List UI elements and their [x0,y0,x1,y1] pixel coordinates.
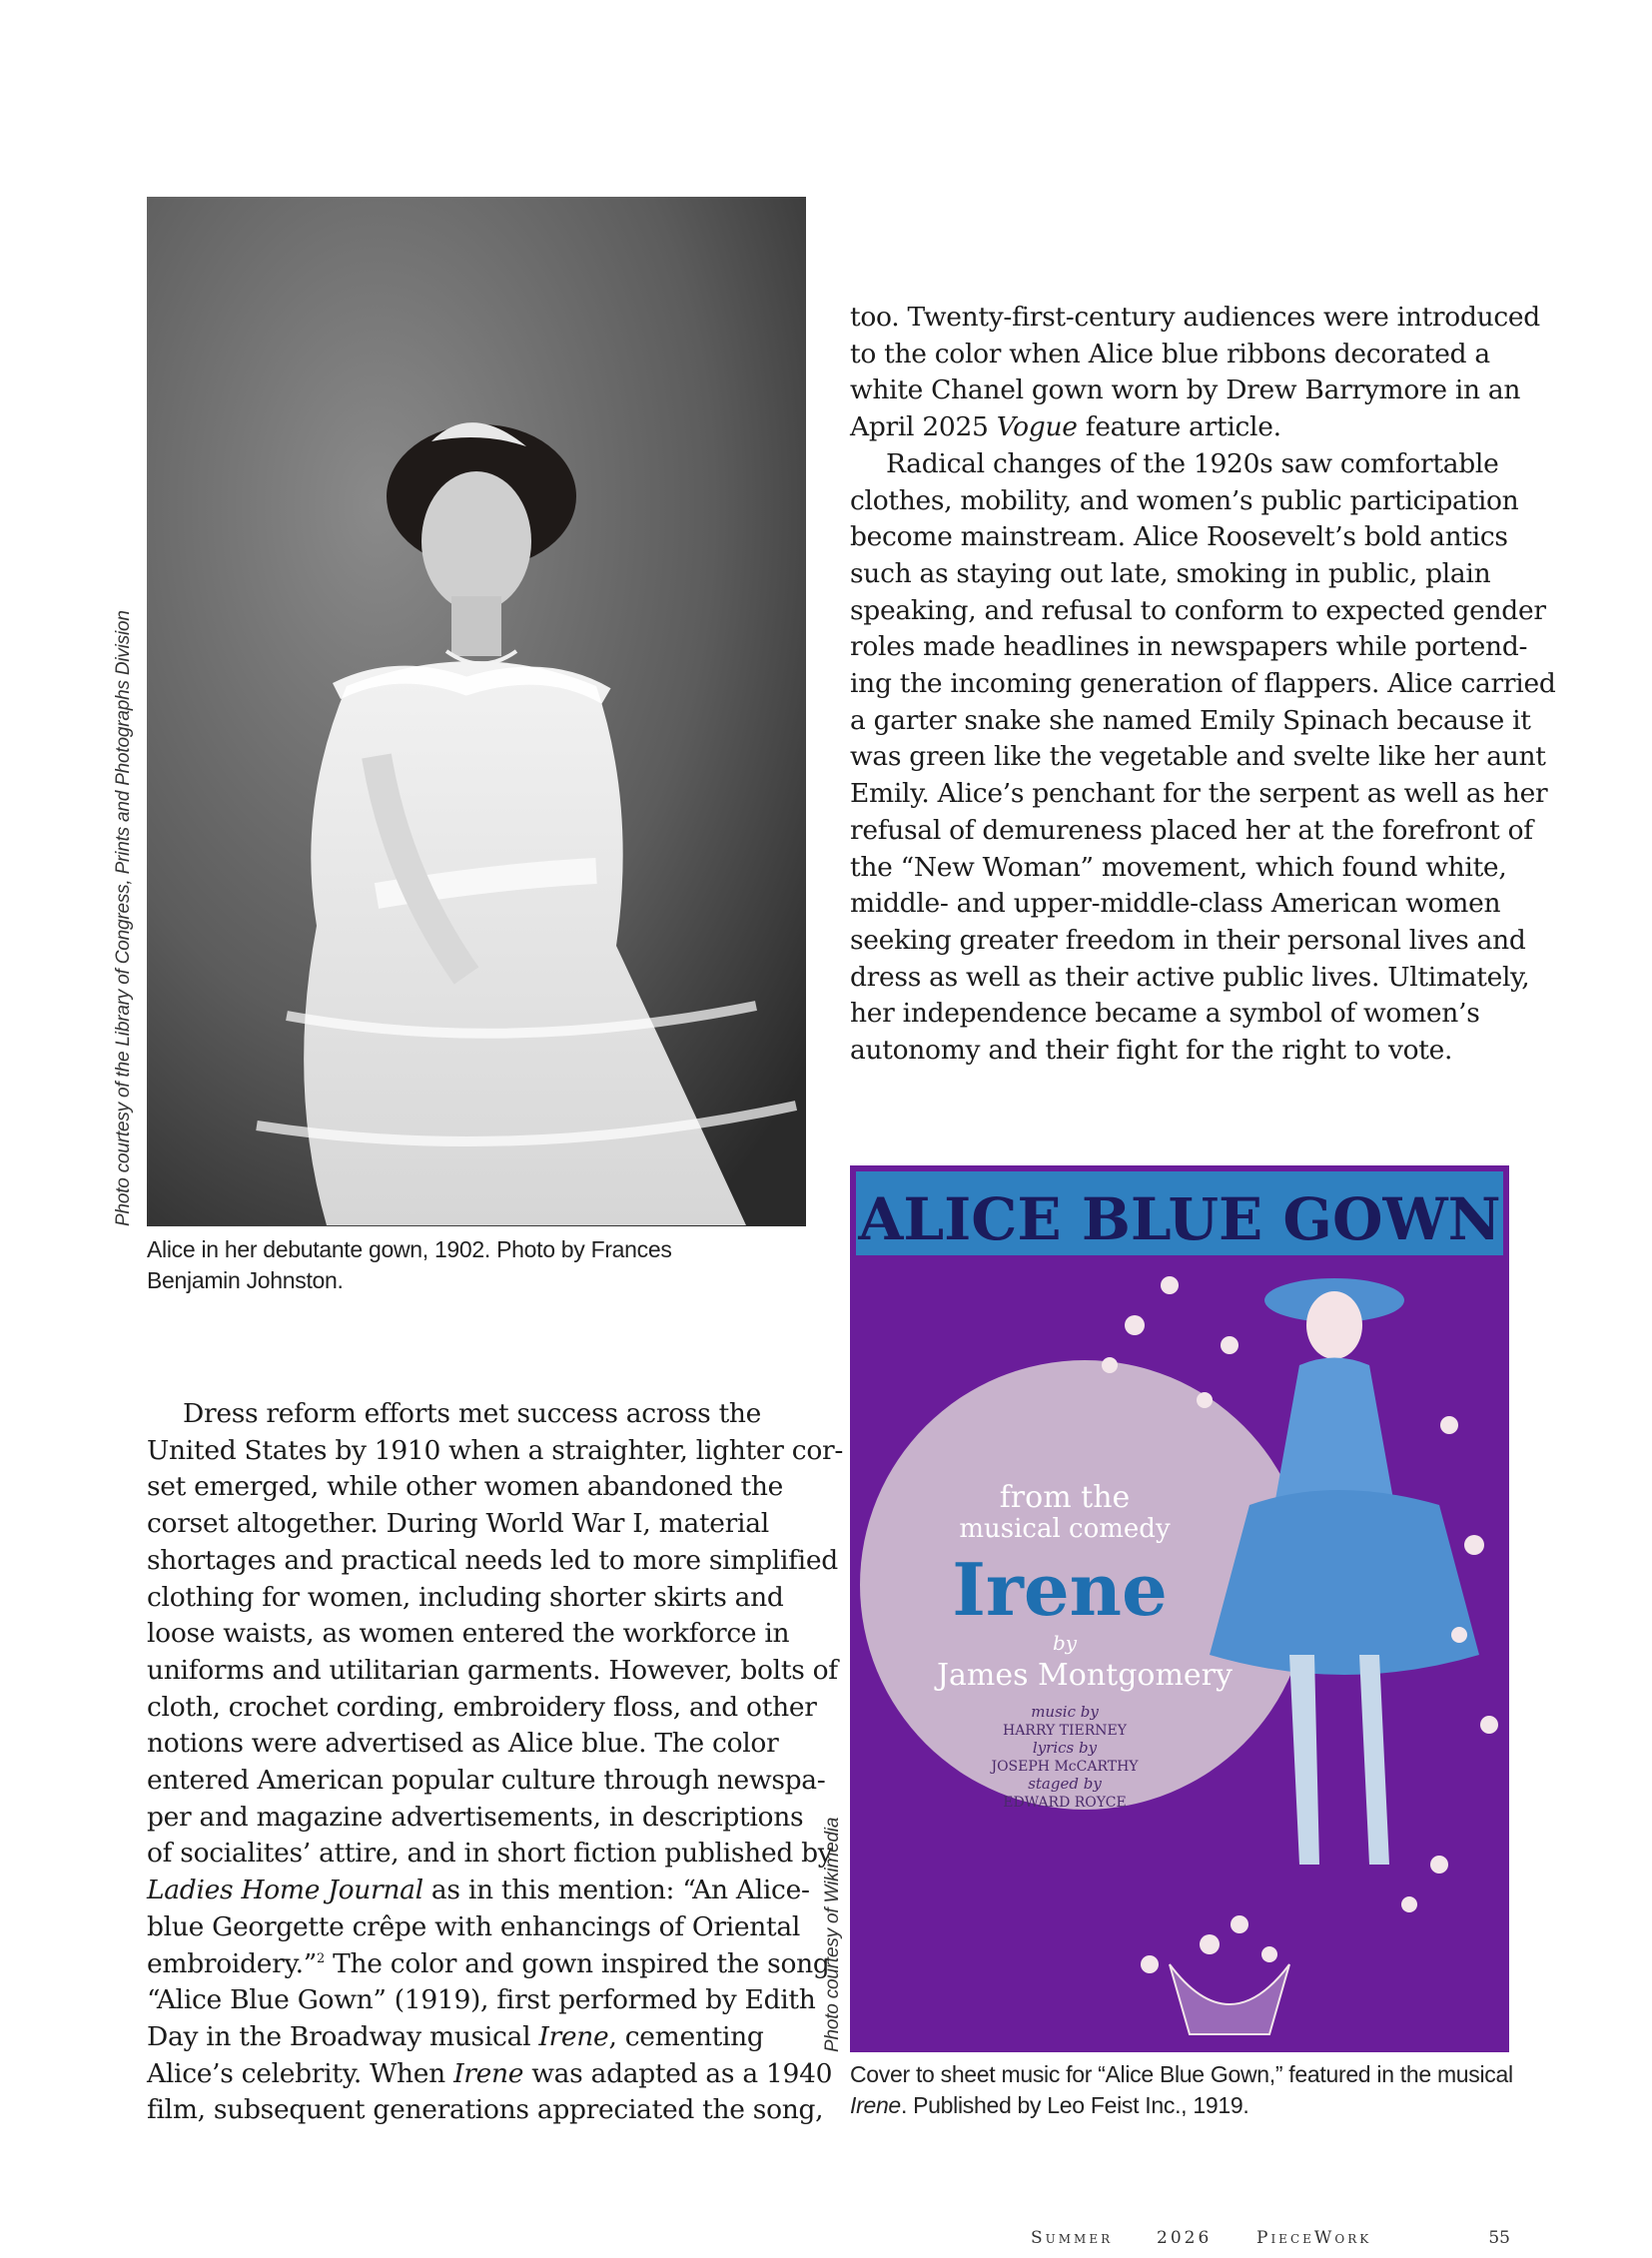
sheet-music-image [850,1165,1509,2052]
sheet-title: ALICE BLUE GOWN [858,1185,1501,1253]
sheet-credit-4: JOSEPH McCARTHY [991,1759,1139,1775]
caption-line: Benjamin Johnston. [147,1267,344,1293]
text-line: blue Georgette crêpe with enhancings of Oriental [147,1910,801,1942]
footer-magazine: PieceWork [1256,2228,1372,2248]
text-line: Radical changes of the 1920s saw comfortable [886,447,1499,479]
text-line: the “New Woman” movement, which found white, [850,851,1507,883]
text-line: Alice’s celebrity. When Irene was adapted as a 1940 [147,2057,833,2089]
text-line: “Alice Blue Gown” (1919), first performed by Edith [147,1984,816,2016]
text-line: refusal of demureness placed her at the forefront of [850,814,1533,846]
sheet-from-line2: musical comedy [959,1514,1171,1544]
caption-line: Alice in her debutante gown, 1902. Photo by Frances [147,1236,672,1262]
text-line: embroidery.”$^2$ The color and gown inspired the song [147,1947,830,1979]
photo-alice-credit: Photo courtesy of the Library of Congress, Prints and Photographs Division [113,610,134,1226]
text-line: per and magazine advertisements, in descriptions [147,1801,804,1833]
text-line: entered American popular culture through newspa- [147,1765,826,1797]
text-line: such as staying out late, smoking in public, plain [850,557,1491,589]
text-line: ing the incoming generation of flappers. Alice carried [850,668,1556,700]
text-line: roles made headlines in newspapers while portend- [850,631,1528,663]
footer-season: Summer [1031,2228,1114,2248]
vogue-title: Vogue [996,411,1078,443]
text-line: become mainstream. Alice Roosevelt’s bold antics [850,521,1508,553]
text-line: too. Twenty-first-century audiences were introduced [850,302,1540,333]
photo-alice-image [147,197,806,1226]
right-column-text [850,300,1556,1070]
sheet-credit-2: HARRY TIERNEY [1002,1723,1128,1739]
text-line: Dress reform efforts met success across the [183,1398,762,1429]
text-line: clothing for women, including shorter skirts and [147,1581,784,1613]
text-line: notions were advertised as Alice blue. The color [147,1728,779,1760]
sheet-credit-5: staged by [1028,1775,1102,1793]
text-line: seeking greater freedom in their personal lives and [850,924,1526,956]
text-line: of socialites’ attire, and in short fiction published by [147,1838,833,1870]
text-line: Day in the Broadway musical Irene, cementing [147,2020,764,2052]
sheet-music-caption [850,2059,1549,2121]
text-line: to the color when Alice blue ribbons decorated a [850,338,1490,370]
sheet-music-credit: Photo courtesy of Wikimedia [822,1817,843,2052]
footnote-ref: 2 [317,1950,325,1966]
text-line: middle- and upper-middle-class American women [850,888,1501,920]
text-line: was green like the vegetable and svelte like her aunt [850,741,1546,773]
photo-alice-debutante [147,197,806,1226]
text-line: April 2025 Vogue feature article. [850,411,1281,443]
text-line: United States by 1910 when a straighter, lighter cor- [147,1434,843,1466]
text-line: cloth, crochet cording, embroidery floss, and other [147,1691,817,1723]
sheet-author: James Montgomery [937,1658,1233,1693]
text-line: Ladies Home Journal as in this mention: “An Alice- [147,1875,810,1906]
text-line: corset altogether. During World War I, material [147,1508,769,1540]
text-line: autonomy and their fight for the right to vote. [850,1035,1453,1067]
text-line: shortages and practical needs led to more simplified [147,1544,838,1576]
text-line: a garter snake she named Emily Spinach because it [850,704,1531,736]
sheet-from-line1: from the [999,1480,1131,1515]
sheet-credit-1: music by [1031,1703,1099,1721]
text-line: white Chanel gown worn by Drew Barrymore in an [850,375,1521,406]
text-line: clothes, mobility, and women’s public participation [850,484,1519,516]
photo-alice-caption [147,1234,746,1296]
ladies-home-journal-title: Ladies Home Journal [147,1875,423,1906]
sheet-music-cover [850,1165,1509,2052]
page-number: 55 [1488,2228,1510,2248]
text-line: set emerged, while other women abandoned the [147,1471,784,1503]
text-line: film, subsequent generations appreciated the song, [147,2094,824,2126]
sheet-credit-3: lyrics by [1032,1739,1098,1757]
text-line: speaking, and refusal to conform to expected gender [850,594,1546,626]
text-line: dress as well as their active public lives. Ultimately, [850,961,1530,993]
sheet-by: by [1052,1631,1078,1655]
text-line: uniforms and utilitarian garments. However, bolts of [147,1654,838,1686]
caption-line: Irene. Published by Leo Feist Inc., 1919. [850,2092,1249,2118]
text-line: Emily. Alice’s penchant for the serpent as well as her [850,778,1548,810]
sheet-show-title: Irene [952,1547,1168,1632]
page-footer [1031,2228,1510,2252]
caption-line: Cover to sheet music for “Alice Blue Gown,” featured in the musical [850,2061,1513,2087]
sheet-credit-6: EDWARD ROYCE [1003,1795,1127,1811]
text-line: loose waists, as women entered the workforce in [147,1618,790,1650]
footer-year: 2026 [1157,2228,1213,2248]
text-line: her independence became a symbol of women’s [850,998,1480,1030]
